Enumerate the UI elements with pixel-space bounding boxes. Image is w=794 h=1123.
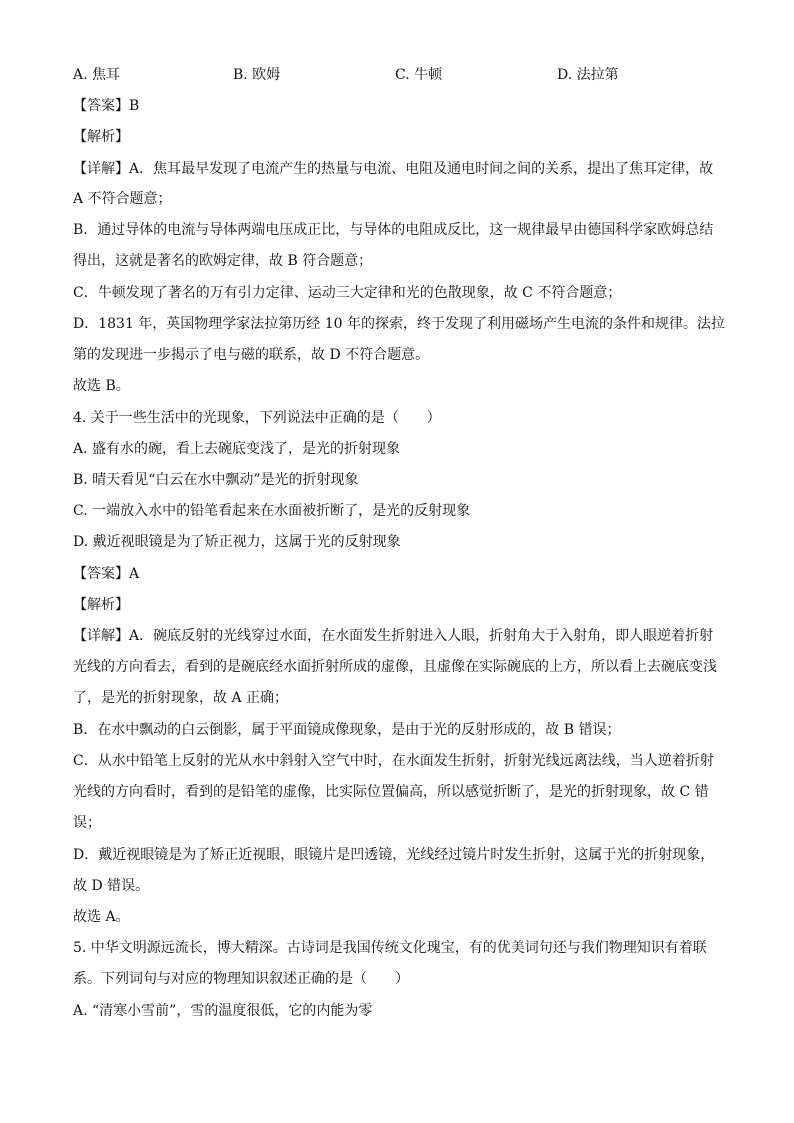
q4-option-c: C. 一端放入水中的铅笔看起来在水面被折断了，是光的反射现象 <box>73 503 471 519</box>
q4-option-a: A. 盛有水的碗，看上去碗底变浅了，是光的折射现象 <box>73 441 401 457</box>
q3-analysis-line: 第的发现进一步揭示了电与磁的联系，故 D 不符合题意。 <box>73 347 430 363</box>
q3-analysis-line: 【详解】A．焦耳最早发现了电流产生的热量与电流、电阻及通电时间之间的关系，提出了焦耳定律，故 <box>73 161 714 177</box>
q4-option-d: D. 戴近视眼镜是为了矫正视力，这属于光的反射现象 <box>73 534 401 550</box>
q3-answer: 【答案】B <box>73 98 140 114</box>
q3-option-c: C. 牛顿 <box>395 67 443 83</box>
q3-conclusion: 故选 B。 <box>73 378 130 394</box>
q3-analysis-line: D．1831 年，英国物理学家法拉第历经 10 年的探索，终于发现了利用磁场产生电流的条件和规律。法拉 <box>73 316 726 332</box>
q4-analysis-label: 【解析】 <box>73 597 129 613</box>
q3-analysis-label: 【解析】 <box>73 129 129 145</box>
q4-conclusion: 故选 A。 <box>73 909 130 925</box>
q4-answer: 【答案】A <box>73 566 140 582</box>
q3-analysis-line: C．牛顿发现了著名的万有引力定律、运动三大定律和光的色散现象，故 C 不符合题意； <box>73 285 622 301</box>
q3-option-b: B. 欧姆 <box>233 67 281 83</box>
q4-analysis-line: 故 D 错误。 <box>73 878 150 894</box>
q4-stem: 4. 关于一些生活中的光现象，下列说法中正确的是（ ） <box>73 410 441 426</box>
q4-analysis-line: 【详解】A．碗底反射的光线穿过水面，在水面发生折射进入人眼，折射角大于入射角，即人眼逆着折射 <box>73 628 714 644</box>
q3-option-a: A. 焦耳 <box>73 67 121 83</box>
q5-option-a: A. “清寒小雪前”，雪的温度很低，它的内能为零 <box>73 1003 373 1019</box>
q5-stem-line: 5. 中华文明源远流长，博大精深。古诗词是我国传统文化瑰宝，有的优美词句还与我们物理知识有着联 <box>73 940 707 956</box>
q4-analysis-line: B．在水中飘动的白云倒影，属于平面镜成像现象，是由于光的反射形成的，故 B 错误； <box>73 722 621 738</box>
q4-analysis-line: 光线的方向看去，看到的是碗底经水面折射所成的虚像，且虚像在实际碗底的上方，所以看上去碗底变浅 <box>73 659 717 675</box>
q4-option-b: B. 晴天看见“白云在水中飘动”是光的折射现象 <box>73 472 359 488</box>
q4-analysis-line: 误； <box>73 815 101 831</box>
q4-analysis-line: 光线的方向看时，看到的是铅笔的虚像，比实际位置偏高，所以感觉折断了，是光的折射现象，故 C 错 <box>73 784 709 800</box>
q5-stem-line: 系。下列词句与对应的物理知识叙述正确的是（ ） <box>73 971 409 987</box>
q4-analysis-line: D．戴近视眼镜是为了矫正近视眼，眼镜片是凹透镜，光线经过镜片时发生折射，这属于光的折射现象， <box>73 847 715 863</box>
q3-analysis-line: B．通过导体的电流与导体两端电压成正比，与导体的电阻成反比，这一规律最早由德国科学家欧姆总结 <box>73 222 714 238</box>
q4-analysis-line: C．从水中铅笔上反射的光从水中斜射入空气中时，在水面发生折射，折射光线远离法线，当人逆着折射 <box>73 753 714 769</box>
q4-analysis-line: 了，是光的折射现象，故 A 正确； <box>73 690 289 706</box>
q3-analysis-line: 得出，这就是著名的欧姆定律，故 B 符合题意； <box>73 253 373 269</box>
q3-analysis-line: A 不符合题意； <box>73 191 172 207</box>
q3-option-d: D. 法拉第 <box>557 67 619 83</box>
